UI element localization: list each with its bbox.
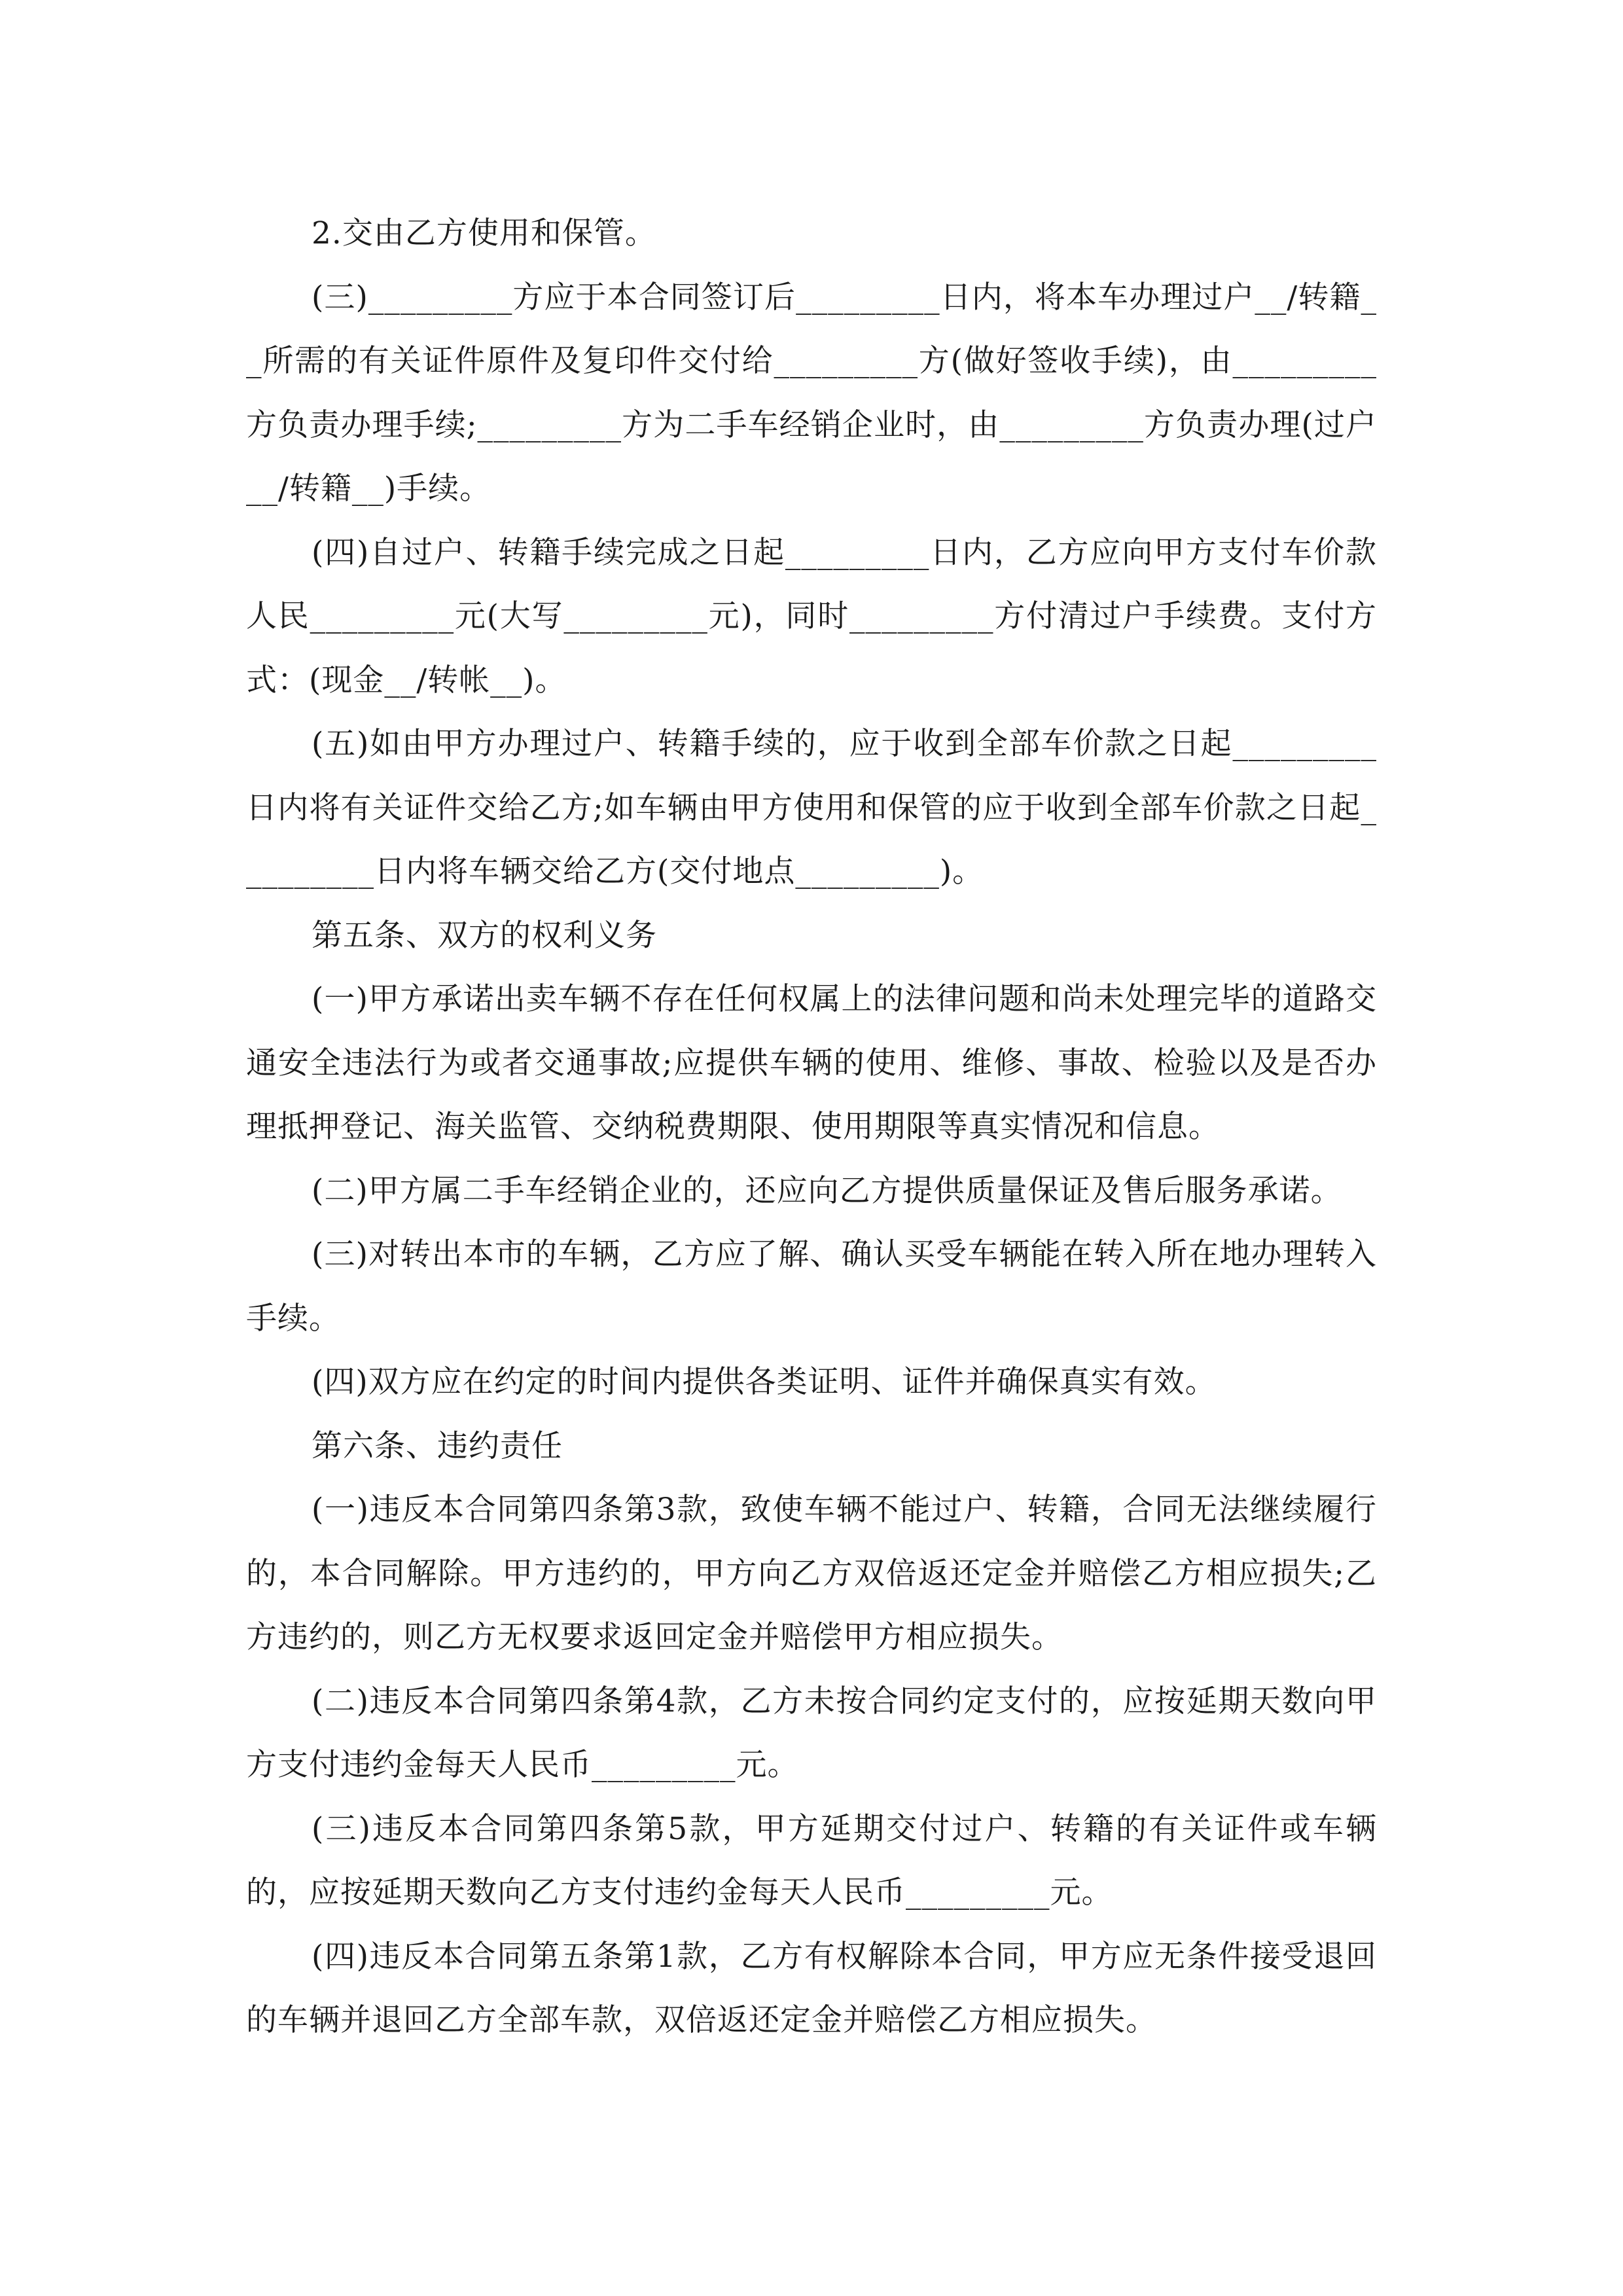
heading-article-6: 第六条、违约责任 [312, 1427, 563, 1464]
paragraph-article-6-item-4: (四)违反本合同第五条第1款，乙方有权解除本合同，甲方应无条件接受退回的车辆并退回乙方全部车款，双倍返还定金并赔偿乙方相应损失。 [246, 1938, 1377, 2038]
paragraph-article-6-item-1: (一)违反本合同第四条第3款，致使车辆不能过户、转籍，合同无法继续履行的，本合同解除。甲方违约的，甲方向乙方双倍返还定金并赔偿乙方相应损失;乙方违约的，则乙方无权要求返回定金并赔偿甲方相应损失。 [246, 1492, 1377, 1655]
paragraph-clause-4: (四)自过户、转籍手续完成之日起_________日内，乙方应向甲方支付车价款人民_________元(大写_________元)，同时_________方付清过户手续费。支付方式：(现金__/转帐__)。 [246, 534, 1377, 698]
paragraph-article-6-item-3: (三)违反本合同第四条第5款，甲方延期交付过户、转籍的有关证件或车辆的，应按延期天数向乙方支付违约金每天人民币_________元。 [246, 1810, 1377, 1910]
paragraph-article-5-item-3: (三)对转出本市的车辆，乙方应了解、确认买受车辆能在转入所在地办理转入手续。 [246, 1236, 1377, 1336]
paragraph-article-6-item-2: (二)违反本合同第四条第4款，乙方未按合同约定支付的，应按延期天数向甲方支付违约金每天人民币_________元。 [246, 1683, 1377, 1783]
paragraph-clause-5: (五)如由甲方办理过户、转籍手续的，应于收到全部车价款之日起_________日内将有关证件交给乙方;如车辆由甲方使用和保管的应于收到全部车价款之日起_________日内将车辆交给乙方(交付地点_________)。 [246, 726, 1377, 889]
document-body [246, 202, 1377, 2053]
paragraph-article-5-item-1: (一)甲方承诺出卖车辆不存在任何权属上的法律问题和尚未处理完毕的道路交通安全违法行为或者交通事故;应提供车辆的使用、维修、事故、检验以及是否办理抵押登记、海关监管、交纳税费期限、使用期限等真实情况和信息。 [246, 981, 1377, 1145]
paragraph-article-5-item-2: (二)甲方属二手车经销企业的，还应向乙方提供质量保证及售后服务承诺。 [312, 1172, 1342, 1209]
paragraph-article-5-item-4: (四)双方应在约定的时间内提供各类证明、证件并确保真实有效。 [312, 1364, 1217, 1400]
paragraph-delivery: 2.交由乙方使用和保管。 [312, 215, 656, 251]
heading-article-5: 第五条、双方的权利义务 [312, 917, 657, 954]
paragraph-clause-3: (三)_________方应于本合同签订后_________日内，将本车办理过户__/转籍__所需的有关证件原件及复印件交付给_________方(做好签收手续)，由_________方负责办理手续;_________方为二手车经销企业时，由_________方负责办理(过户__/转籍__)手续。 [246, 279, 1377, 507]
